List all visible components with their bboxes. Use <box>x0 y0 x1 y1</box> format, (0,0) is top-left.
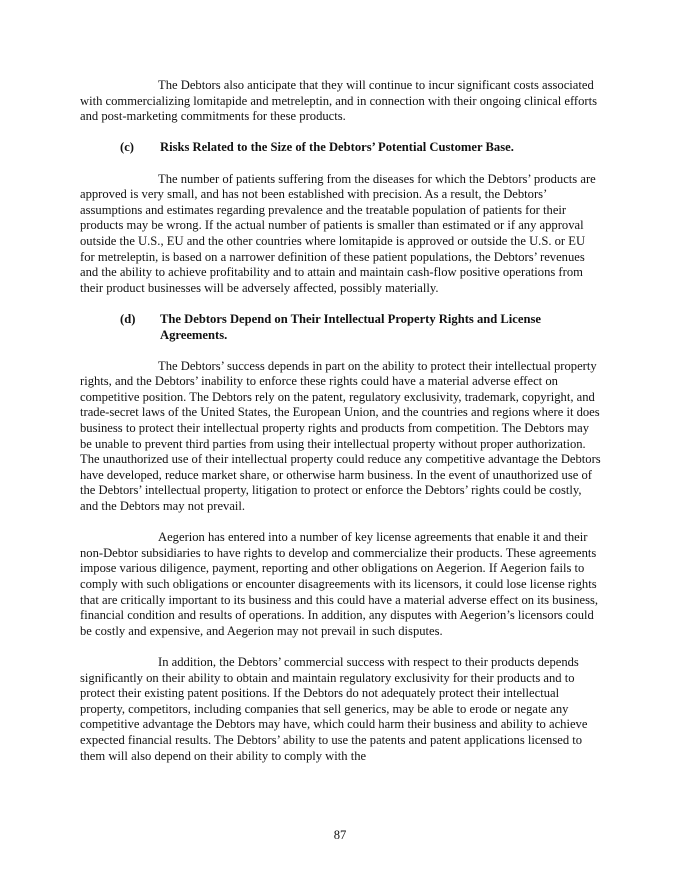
section-heading-d <box>80 312 602 343</box>
page-number: 87 <box>333 828 347 842</box>
paragraph-ip-rights: The Debtors’ success depends in part on the ability to protect their intellectual property rights, and the Debtors’ inability to enforce these rights could have a material adverse effect on competitive position. The Debtors rely on the patent, regulatory exclusivity, trademark, copyright, and trade-secret laws of the United States, the European Union, and the countries and regions where it does business to protect their intellectual property rights and products from competition. The Debtors may be unable to prevent third parties from using their intellectual property without proper authorization. The unauthorized use of their intellectual property could reduce any competitive advantage the Debtors have developed, reduce market share, or otherwise harm business. In the event of unauthorized use of the Debtors’ intellectual property, litigation to protect or enforce the Debtors’ rights could be costly, and the Debtors may not prevail. <box>80 358 601 514</box>
section-title: The Debtors Depend on Their Intellectual Property Rights and License Agreements. <box>160 311 541 342</box>
paragraph-costs: The Debtors also anticipate that they will continue to incur significant costs associated with commercializing lomitapide and metreleptin, and in connection with their ongoing clinical efforts and post-marketing commitments for these products. <box>80 78 598 124</box>
section-number: (c) <box>120 140 134 155</box>
paragraph-license-agreements: Aegerion has entered into a number of key license agreements that enable it and their non-Debtor subsidiaries to have rights to develop and commercialize their products. These agreements impose various diligence, payment, reporting and other obligations on Aegerion. If Aegerion fails to comply with such obligations or encounter disagreements with its licensors, it could lose license rights that are critically important to its business and this could have a material adverse effect on its business, financial condition and results of operations. In addition, any disputes with Aegerion’s licensors could be costly and expensive, and Aegerion may not prevail in such disputes. <box>80 530 599 638</box>
section-number: (d) <box>120 311 136 326</box>
section-heading-c <box>80 140 602 156</box>
document-body <box>80 78 602 780</box>
paragraph-regulatory-exclusivity: In addition, the Debtors’ commercial success with respect to their products depends significantly on their ability to obtain and maintain regulatory exclusivity for their products and to protect their existing patent positions. If the Debtors do not adequately protect their intellectual property, competitors, including companies that sell generics, may be able to erode or negate any competitive advantage the Debtors may have, which could harm their business and ability to achieve expected financial results. The Debtors’ ability to use the patents and patent applications licensed to them will also depend on their ability to comply with the <box>80 654 588 763</box>
section-title: Risks Related to the Size of the Debtors’ Potential Customer Base. <box>160 140 514 155</box>
paragraph-patient-population: The number of patients suffering from the diseases for which the Debtors’ products are approved is very small, and has not been established with precision. As a result, the Debtors’ assumptions and estimates regarding prevalence and the treatable population of patients for their products may be wrong. If the actual number of patients is smaller than estimated or if any approval outside the U.S., EU and the other countries where lomitapide is approved or outside the U.S. or EU for metreleptin, is based on a narrower definition of these patient populations, the Debtors’ revenues and the ability to achieve profitability and to attain and maintain cash-flow positive operations from their product businesses will be adversely affected, possibly materially. <box>80 171 596 295</box>
